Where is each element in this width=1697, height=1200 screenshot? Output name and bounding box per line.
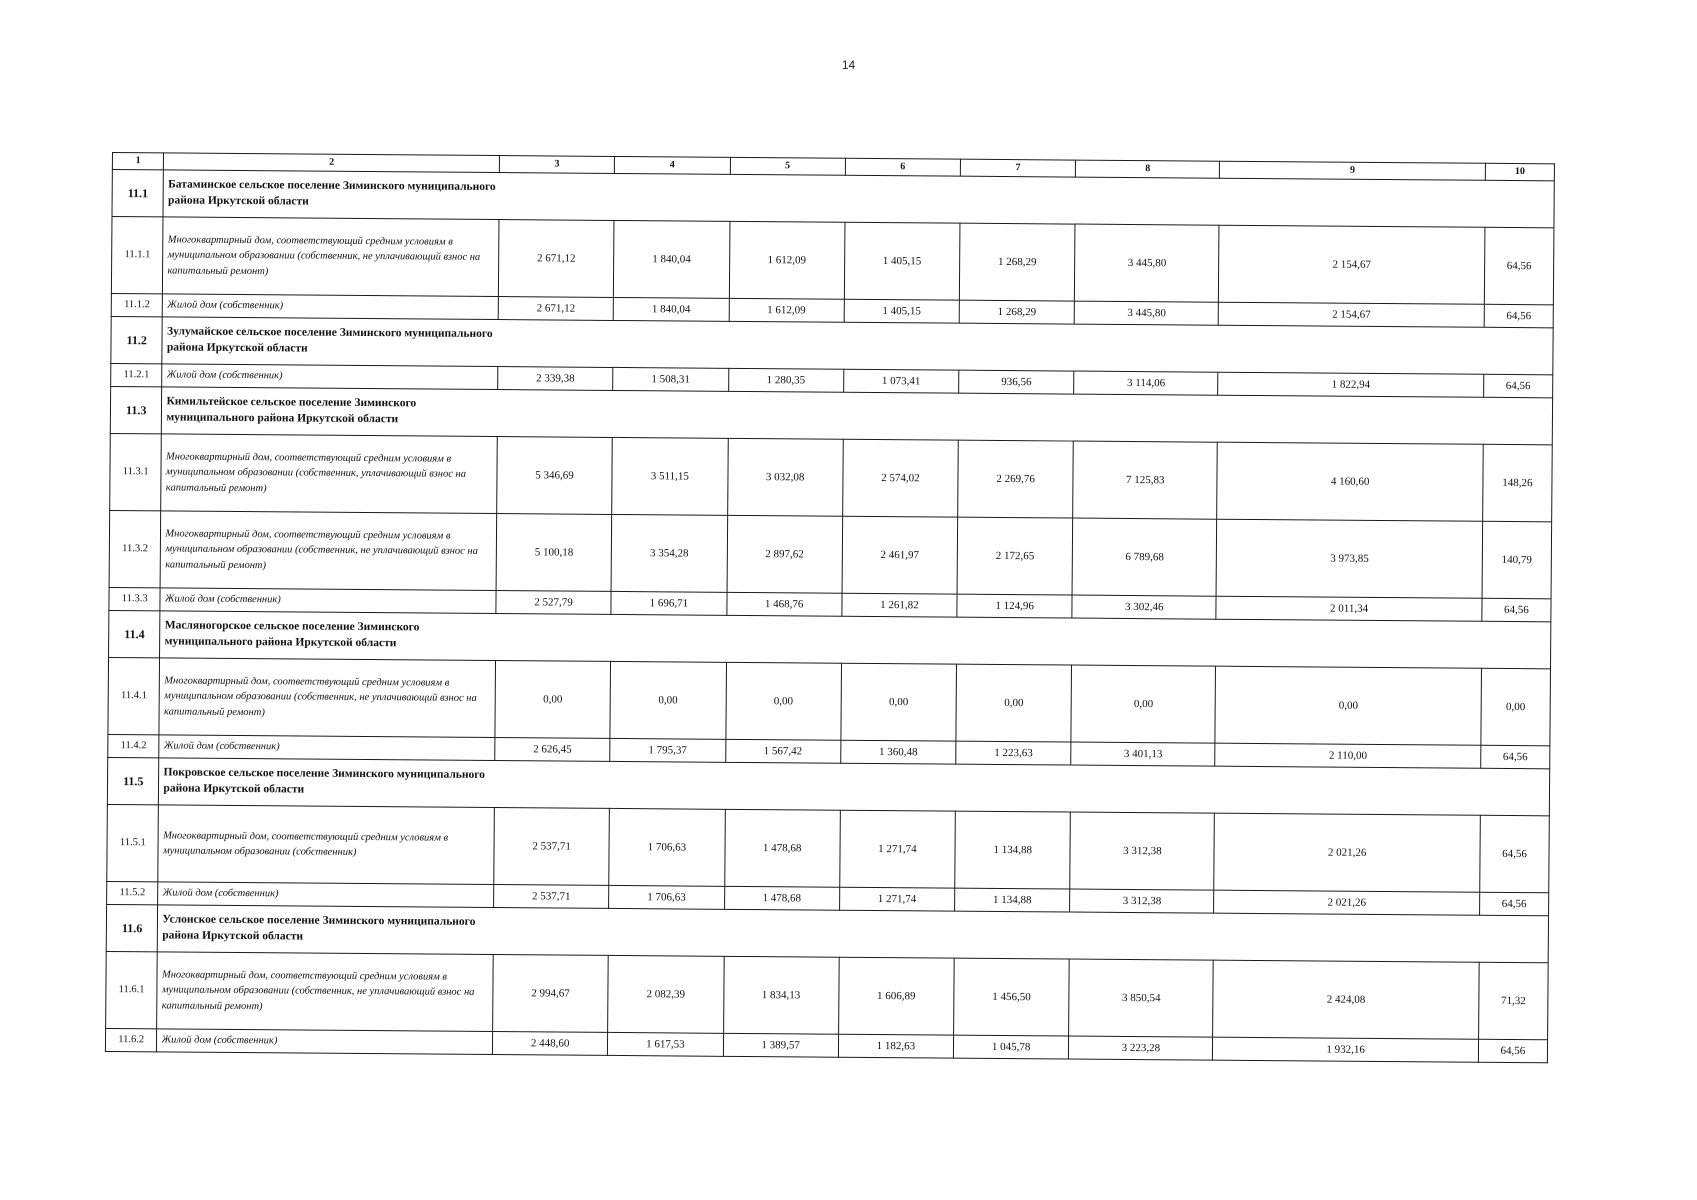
- section-title: Батаминское сельское поселение Зиминского муниципального района Иркутской области: [168, 178, 496, 208]
- value-cell: 5 346,69: [497, 437, 613, 515]
- value-cell: 148,26: [1483, 444, 1553, 522]
- value-cell: 1 134,88: [955, 888, 1070, 912]
- table-body: [105, 153, 1554, 1063]
- column-header: 1: [112, 153, 164, 170]
- value-cell: 2 021,26: [1214, 813, 1480, 892]
- column-header: 3: [499, 156, 614, 174]
- section-number: 11.4: [109, 610, 161, 657]
- column-header: 4: [615, 156, 730, 174]
- value-cell: 3 312,38: [1070, 889, 1214, 913]
- value-cell: 1 360,48: [841, 740, 956, 764]
- row-description: Многоквартирный дом, соответствующий средним условиям в муниципальном образовании (собственник): [158, 805, 494, 885]
- value-cell: 0,00: [841, 663, 957, 741]
- value-cell: 1 840,04: [613, 297, 728, 321]
- value-cell: 2 461,97: [842, 516, 958, 594]
- row-description: Жилой дом (собственник): [157, 1029, 493, 1055]
- row-number: 11.4.1: [108, 657, 160, 734]
- value-cell: 3 445,80: [1074, 301, 1218, 325]
- row-number: 11.3.3: [109, 587, 161, 610]
- column-header: 8: [1076, 160, 1220, 178]
- value-cell: 1 261,82: [842, 593, 957, 617]
- value-cell: 71,32: [1479, 962, 1549, 1040]
- value-cell: 64,56: [1482, 598, 1551, 622]
- value-cell: 1 567,42: [725, 739, 840, 763]
- section-number: 11.6: [106, 904, 158, 951]
- section-number: 11.5: [107, 757, 159, 804]
- value-cell: 2 172,65: [957, 517, 1073, 595]
- column-header: 6: [845, 158, 960, 176]
- value-cell: 64,56: [1484, 374, 1553, 398]
- value-cell: 140,79: [1482, 521, 1552, 599]
- value-cell: 0,00: [725, 662, 841, 740]
- value-cell: 6 789,68: [1072, 518, 1217, 596]
- section-title: Зулумайское сельское поселение Зиминского муниципального района Иркутской области: [166, 325, 493, 355]
- value-cell: 1 508,31: [613, 367, 728, 391]
- value-cell: 3 032,08: [727, 438, 843, 516]
- value-cell: 64,56: [1484, 227, 1554, 305]
- value-cell: 1 478,68: [724, 809, 840, 887]
- value-cell: 1 606,89: [838, 957, 954, 1035]
- value-cell: 3 223,28: [1069, 1036, 1213, 1060]
- value-cell: 1 271,74: [840, 810, 956, 888]
- section-title: Масляногорское сельское поселение Зиминского муниципального района Иркутской области: [164, 619, 420, 650]
- table-row: [108, 657, 1551, 745]
- value-cell: 3 401,13: [1071, 742, 1215, 766]
- value-cell: 0,00: [495, 661, 611, 739]
- value-cell: 64,56: [1480, 815, 1550, 893]
- row-description: Многоквартирный дом, соответствующий средним условиям в муниципальном образовании (собственник, не уплачивающий взнос на капитальный ремонт): [157, 952, 493, 1032]
- value-cell: 1 795,37: [610, 738, 725, 762]
- value-cell: 2 339,38: [498, 367, 613, 391]
- column-header: 5: [730, 157, 845, 175]
- value-cell: 1 706,63: [609, 885, 724, 909]
- value-cell: 1 478,68: [724, 886, 839, 910]
- value-cell: 3 973,85: [1216, 519, 1482, 598]
- value-cell: 2 671,12: [498, 297, 613, 321]
- column-header: 10: [1485, 163, 1554, 181]
- value-cell: 1 271,74: [839, 887, 954, 911]
- column-header: 9: [1220, 161, 1486, 180]
- row-description: Жилой дом (собственник): [163, 294, 499, 320]
- value-cell: 0,00: [610, 661, 726, 739]
- section-number: 11.3: [110, 386, 162, 433]
- section-title: Покровское сельское поселение Зиминского муниципального района Иркутской области: [163, 766, 485, 796]
- value-cell: 3 312,38: [1070, 812, 1215, 890]
- section-number: 11.1: [112, 170, 164, 217]
- column-header: 2: [164, 153, 500, 173]
- value-cell: 3 114,06: [1074, 371, 1218, 395]
- value-cell: 2 671,12: [498, 220, 614, 298]
- value-cell: 1 134,88: [955, 811, 1071, 889]
- table-row: [106, 951, 1549, 1039]
- row-description: Многоквартирный дом, соответствующий средним условиям в муниципальном образовании (собственник, уплачивающий взнос на капитальный ремонт): [161, 434, 497, 514]
- value-cell: 64,56: [1484, 304, 1553, 328]
- value-cell: 2 574,02: [842, 439, 958, 517]
- row-description: Жилой дом (собственник): [159, 735, 495, 761]
- value-cell: 1 456,50: [954, 958, 1070, 1036]
- value-cell: 1 706,63: [609, 808, 725, 886]
- value-cell: 1 073,41: [843, 369, 958, 393]
- value-cell: 1 268,29: [959, 300, 1074, 324]
- value-cell: 5 100,18: [496, 514, 612, 592]
- value-cell: 2 269,76: [958, 440, 1074, 518]
- row-description: Жилой дом (собственник): [160, 588, 496, 614]
- value-cell: 1 045,78: [953, 1035, 1068, 1059]
- value-cell: 1 468,76: [726, 592, 841, 616]
- section-number: 11.2: [111, 316, 163, 363]
- value-cell: 1 405,15: [844, 222, 960, 300]
- value-cell: 2 154,67: [1219, 225, 1485, 304]
- value-cell: 1 932,16: [1213, 1037, 1479, 1062]
- value-cell: 3 302,46: [1072, 595, 1216, 619]
- value-cell: 0,00: [1481, 668, 1551, 746]
- value-cell: 2 154,67: [1219, 302, 1485, 327]
- value-cell: 1 612,09: [729, 221, 845, 299]
- row-number: 11.3.1: [110, 433, 162, 510]
- row-number: 11.4.2: [108, 734, 160, 757]
- value-cell: 2 527,79: [496, 591, 611, 615]
- row-number: 11.6.1: [106, 951, 158, 1028]
- value-cell: 936,56: [959, 370, 1074, 394]
- value-cell: 1 834,13: [723, 956, 839, 1034]
- value-cell: 0,00: [1071, 665, 1216, 743]
- row-number: 11.3.2: [109, 510, 161, 587]
- value-cell: 1 268,29: [959, 223, 1075, 301]
- value-cell: 2 448,60: [492, 1032, 607, 1056]
- value-cell: 0,00: [1215, 666, 1481, 745]
- value-cell: 64,56: [1481, 745, 1550, 769]
- table-row: [107, 804, 1550, 892]
- row-number: 11.6.2: [105, 1028, 157, 1051]
- value-cell: 1 389,57: [723, 1033, 838, 1057]
- value-cell: 1 223,63: [956, 741, 1071, 765]
- value-cell: 4 160,60: [1217, 442, 1483, 521]
- table-row: [109, 510, 1552, 598]
- value-cell: 7 125,83: [1073, 441, 1218, 519]
- value-cell: 2 537,71: [494, 808, 610, 886]
- value-cell: 2 626,45: [495, 738, 610, 762]
- value-cell: 2 011,34: [1216, 596, 1482, 621]
- value-cell: 1 696,71: [611, 591, 726, 615]
- value-cell: 64,56: [1478, 1039, 1547, 1063]
- value-cell: 3 511,15: [612, 437, 728, 515]
- value-cell: 1 280,35: [728, 368, 843, 392]
- value-cell: 2 994,67: [493, 955, 609, 1033]
- row-number: 11.5.2: [107, 881, 159, 904]
- table-row: [110, 433, 1553, 521]
- value-cell: 2 537,71: [494, 885, 609, 909]
- value-cell: 2 021,26: [1214, 890, 1480, 915]
- section-title: Кимильтейское сельское поселение Зиминского муниципального района Иркутской области: [166, 395, 417, 426]
- value-cell: 2 110,00: [1215, 743, 1481, 768]
- value-cell: 2 082,39: [608, 955, 724, 1033]
- value-cell: 1 182,63: [838, 1034, 953, 1058]
- value-cell: 2 897,62: [727, 515, 843, 593]
- row-description: Многоквартирный дом, соответствующий средним условиям в муниципальном образовании (собственник, не уплачивающий взнос на капитальный ремонт): [163, 217, 499, 297]
- page-number: 14: [841, 58, 856, 72]
- value-cell: 3 354,28: [611, 514, 727, 592]
- value-cell: 1 822,94: [1218, 372, 1484, 397]
- row-number: 11.2.1: [111, 363, 163, 386]
- tariff-table: [105, 152, 1555, 1063]
- value-cell: 3 445,80: [1075, 224, 1220, 302]
- row-description: Жилой дом (собственник): [162, 364, 498, 390]
- value-cell: 1 124,96: [957, 594, 1072, 618]
- section-title: Услонское сельское поселение Зиминского муниципального района Иркутской области: [162, 913, 476, 943]
- row-number: 11.1.1: [111, 217, 163, 294]
- value-cell: 1 612,09: [729, 298, 844, 322]
- table-row: [111, 217, 1554, 305]
- value-cell: 2 424,08: [1213, 960, 1479, 1039]
- column-header: 7: [960, 159, 1075, 177]
- document-sheet: [105, 152, 1555, 1063]
- value-cell: 64,56: [1480, 892, 1549, 916]
- row-description: Жилой дом (собственник): [158, 882, 494, 908]
- value-cell: 3 850,54: [1069, 959, 1214, 1037]
- row-description: Многоквартирный дом, соответствующий средним условиям в муниципальном образовании (собственник, не уплачивающий взнос на капитальный ремонт): [159, 658, 495, 738]
- row-number: 11.1.2: [111, 293, 163, 316]
- row-description: Многоквартирный дом, соответствующий средним условиям в муниципальном образовании (собственник, не уплачивающий взнос на капитальный ремонт): [161, 511, 497, 591]
- value-cell: 0,00: [956, 664, 1072, 742]
- value-cell: 1 617,53: [608, 1032, 723, 1056]
- value-cell: 1 405,15: [844, 299, 959, 323]
- row-number: 11.5.1: [107, 804, 159, 881]
- value-cell: 1 840,04: [614, 220, 730, 298]
